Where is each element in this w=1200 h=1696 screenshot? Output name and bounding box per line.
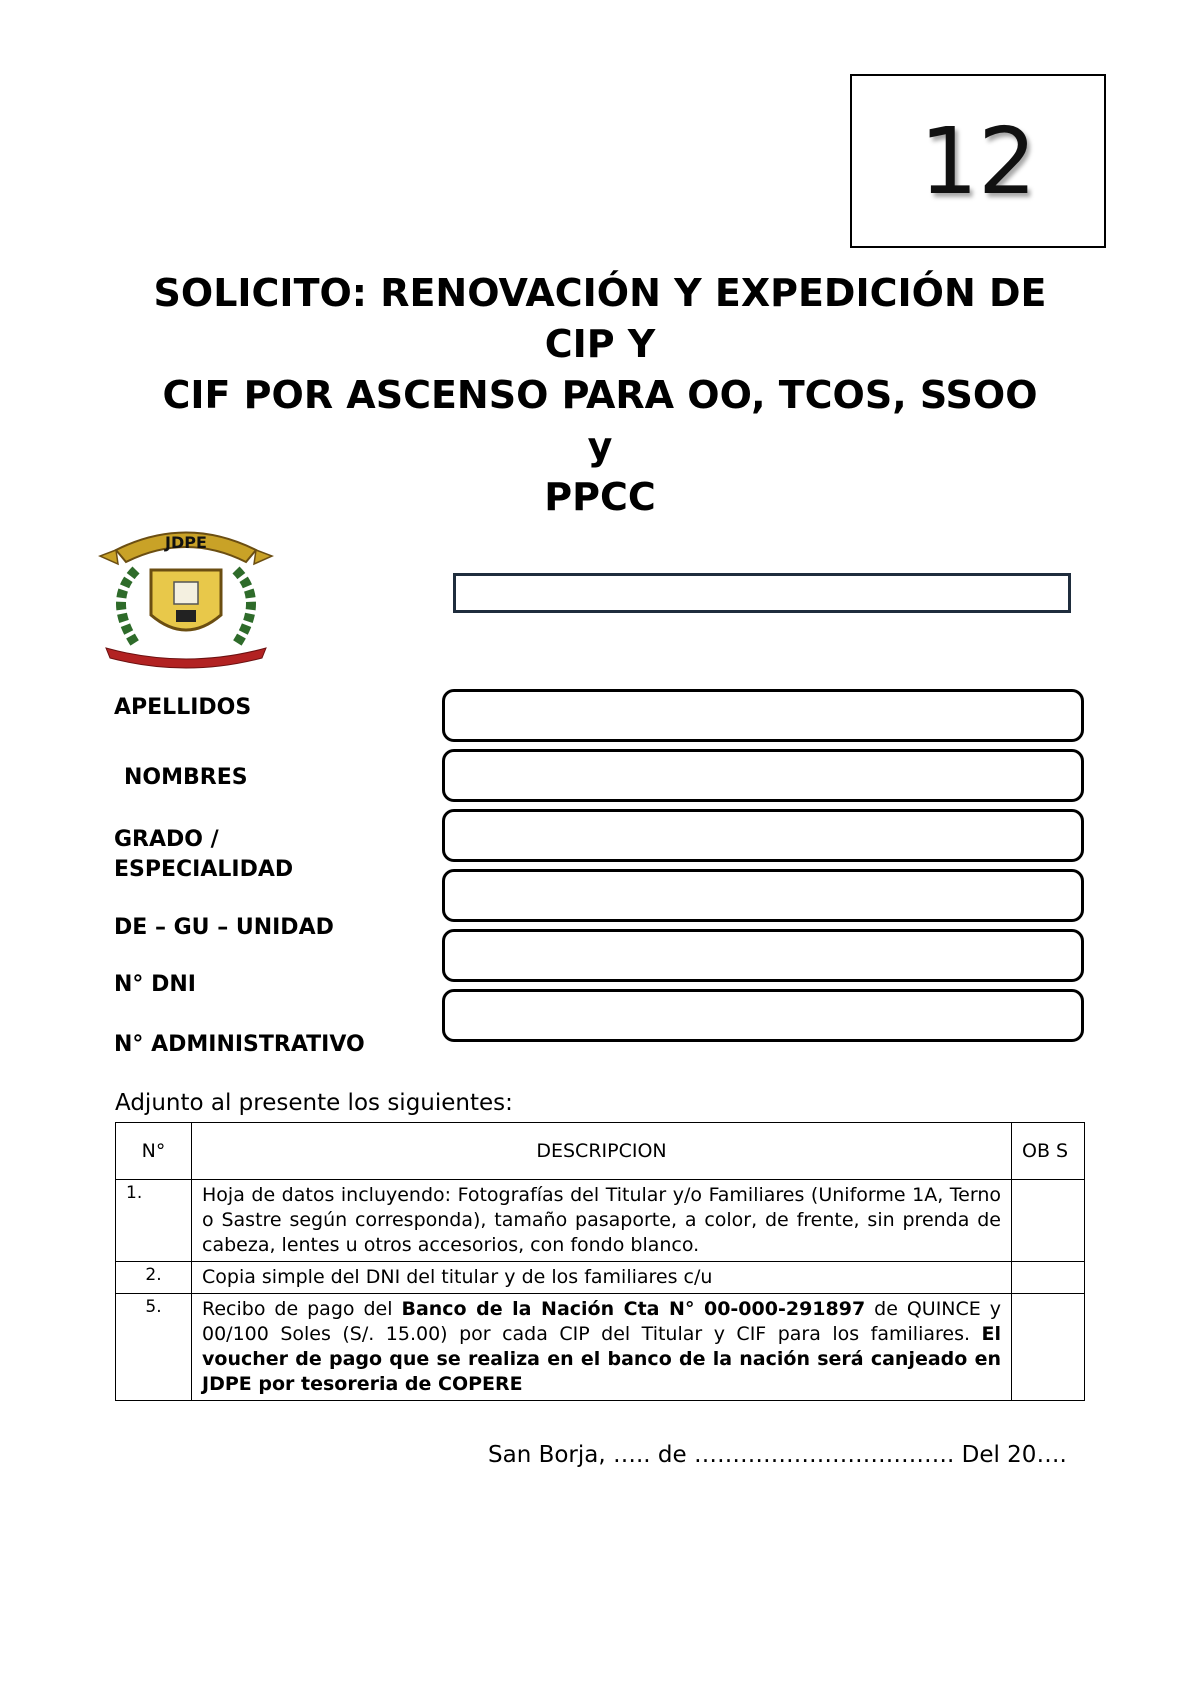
table-row — [116, 1262, 1085, 1294]
row-obs[interactable] — [1012, 1294, 1085, 1401]
row-number: 5. — [116, 1294, 192, 1401]
header-obs: OB S — [1012, 1123, 1085, 1180]
document-number-box — [850, 74, 1106, 248]
header-n: N° — [116, 1123, 192, 1180]
desc-part-b: Banco de la Nación Cta N° 00-000-291897 — [401, 1298, 866, 1320]
document-number: 12 — [919, 107, 1037, 215]
jdpe-logo — [96, 520, 276, 670]
row-obs[interactable] — [1012, 1262, 1085, 1294]
desc-part-a: Recibo de pago del — [202, 1298, 402, 1320]
title-line-5: PPCC — [544, 475, 656, 519]
title-line-1: SOLICITO: RENOVACIÓN Y EXPEDICIÓN DE — [153, 271, 1047, 315]
title-line-3: CIF POR ASCENSO PARA OO, TCOS, SSOO — [162, 373, 1038, 417]
header-input-box[interactable] — [453, 573, 1071, 613]
label-nombres: NOMBRES — [124, 765, 248, 790]
desc-part-d: El voucher de pago que se realiza en el banco de la nación será canjeado en JDPE por tesoreria de COPERE — [202, 1323, 1001, 1395]
row-number: 2. — [116, 1262, 192, 1294]
label-dni: N° DNI — [114, 972, 196, 997]
apellidos-field[interactable] — [442, 689, 1084, 742]
title-line-4: y — [587, 424, 613, 468]
svg-text:JDPE: JDPE — [165, 533, 207, 552]
attachments-table — [115, 1122, 1085, 1401]
label-unidad: DE – GU – UNIDAD — [114, 915, 334, 940]
dni-field[interactable] — [442, 929, 1084, 982]
row-number: 1. — [116, 1180, 192, 1262]
table-header-row — [116, 1123, 1085, 1180]
label-apellidos: APELLIDOS — [114, 695, 252, 720]
nombres-field[interactable] — [442, 749, 1084, 802]
date-line: San Borja, ….. de ……………………………. Del 20…. — [488, 1442, 1067, 1468]
row-obs[interactable] — [1012, 1180, 1085, 1262]
label-grado — [114, 825, 293, 885]
label-grado-line2: ESPECIALIDAD — [114, 857, 294, 882]
attachments-intro: Adjunto al presente los siguientes: — [115, 1090, 513, 1116]
administrativo-field[interactable] — [442, 989, 1084, 1042]
grado-field[interactable] — [442, 809, 1084, 862]
header-descripcion: DESCRIPCION — [192, 1123, 1012, 1180]
unidad-field[interactable] — [442, 869, 1084, 922]
title-line-2: CIP Y — [544, 322, 656, 366]
row-description: Hoja de datos incluyendo: Fotografías del Titular y/o Familiares (Uniforme 1A, Terno o Sastre según corresponda), tamaño pasaporte, a color, de frente, sin prenda de cabeza, lentes u otros accesorios, con fondo blanco. — [192, 1180, 1012, 1262]
label-grado-line1: GRADO / — [114, 827, 219, 852]
table-row — [116, 1180, 1085, 1262]
table-row — [116, 1294, 1085, 1401]
row-description: Copia simple del DNI del titular y de los familiares c/u — [192, 1262, 1012, 1294]
page-title — [110, 268, 1090, 523]
desc-part-c: de QUINCE y 00/100 Soles (S/. 15.00) por cada CIP del Titular y CIF para los familiares. — [202, 1298, 1001, 1345]
row-description — [192, 1294, 1012, 1401]
label-administrativo: N° ADMINISTRATIVO — [114, 1032, 365, 1057]
